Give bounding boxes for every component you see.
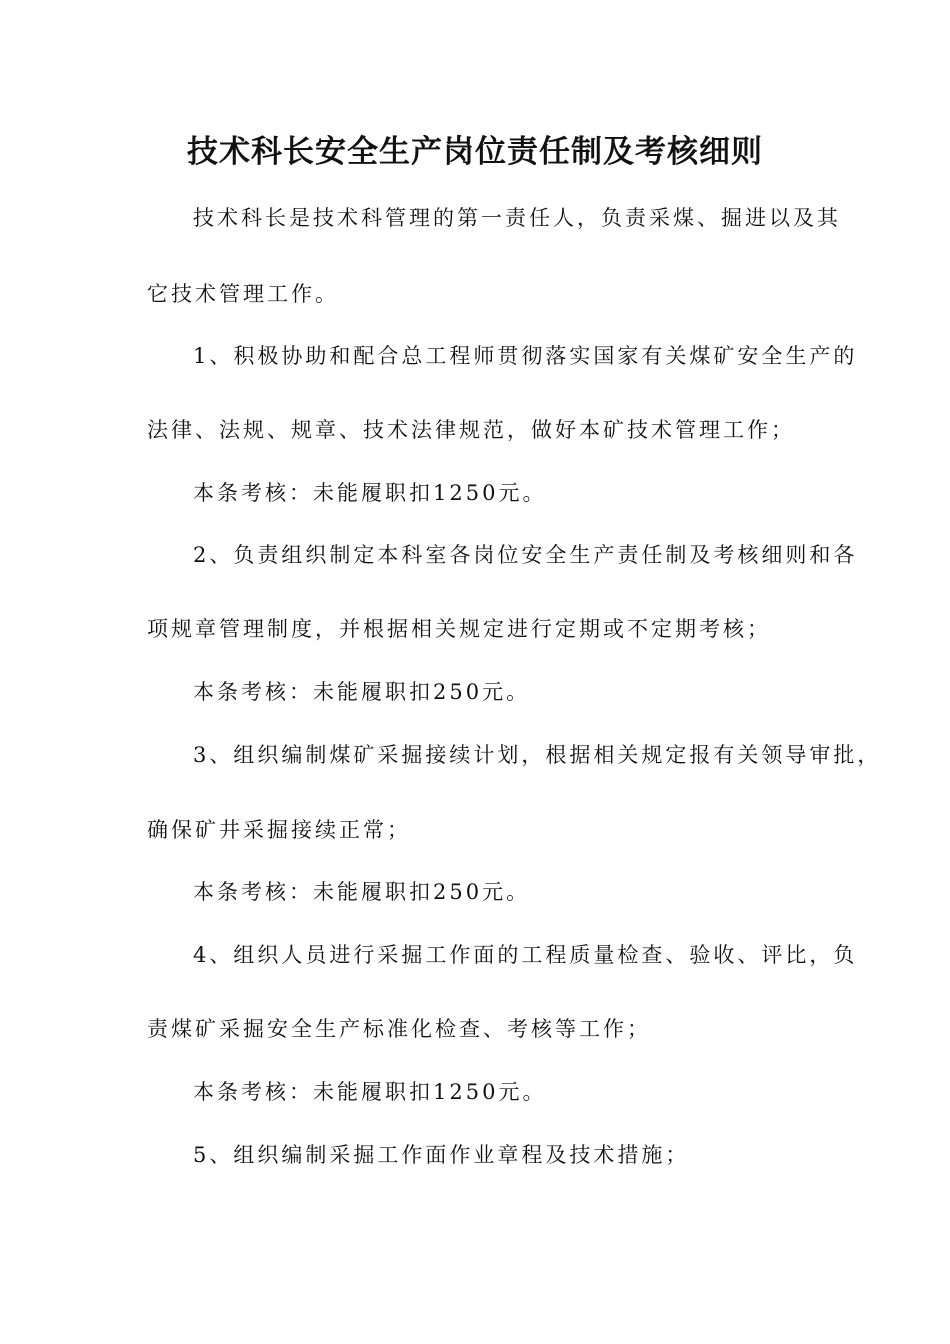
item-3-line-1: 3、组织编制煤矿采掘接续计划，根据相关规定报有关领导审批， — [193, 743, 882, 767]
item-1-line-1: 1、积极协助和配合总工程师贯彻落实国家有关煤矿安全生产的 — [193, 344, 858, 368]
item-5-line-1: 5、组织编制采掘工作面作业章程及技术措施； — [193, 1143, 690, 1167]
item-1-assessment: 本条考核：未能履职扣1250元。 — [193, 481, 547, 505]
item-3-line-2: 确保矿井采掘接续正常； — [147, 818, 411, 842]
item-2-assessment: 本条考核：未能履职扣250元。 — [193, 680, 531, 704]
item-4-assessment: 本条考核：未能履职扣1250元。 — [193, 1080, 547, 1104]
item-3-assessment: 本条考核：未能履职扣250元。 — [193, 880, 531, 904]
item-1-line-2: 法律、法规、规章、技术法律规范，做好本矿技术管理工作； — [147, 418, 795, 442]
intro-line-2: 它技术管理工作。 — [147, 282, 339, 306]
document-title: 技术科长安全生产岗位责任制及考核细则 — [187, 134, 763, 170]
item-2-line-1: 2、负责组织制定本科室各岗位安全生产责任制及考核细则和各 — [193, 543, 858, 567]
item-2-line-2: 项规章管理制度，并根据相关规定进行定期或不定期考核； — [147, 617, 771, 641]
item-4-line-1: 4、组织人员进行采掘工作面的工程质量检查、验收、评比，负 — [193, 943, 858, 967]
item-4-line-2: 责煤矿采掘安全生产标准化检查、考核等工作； — [147, 1017, 651, 1041]
intro-line-1: 技术科长是技术科管理的第一责任人，负责采煤、掘进以及其 — [193, 206, 841, 230]
